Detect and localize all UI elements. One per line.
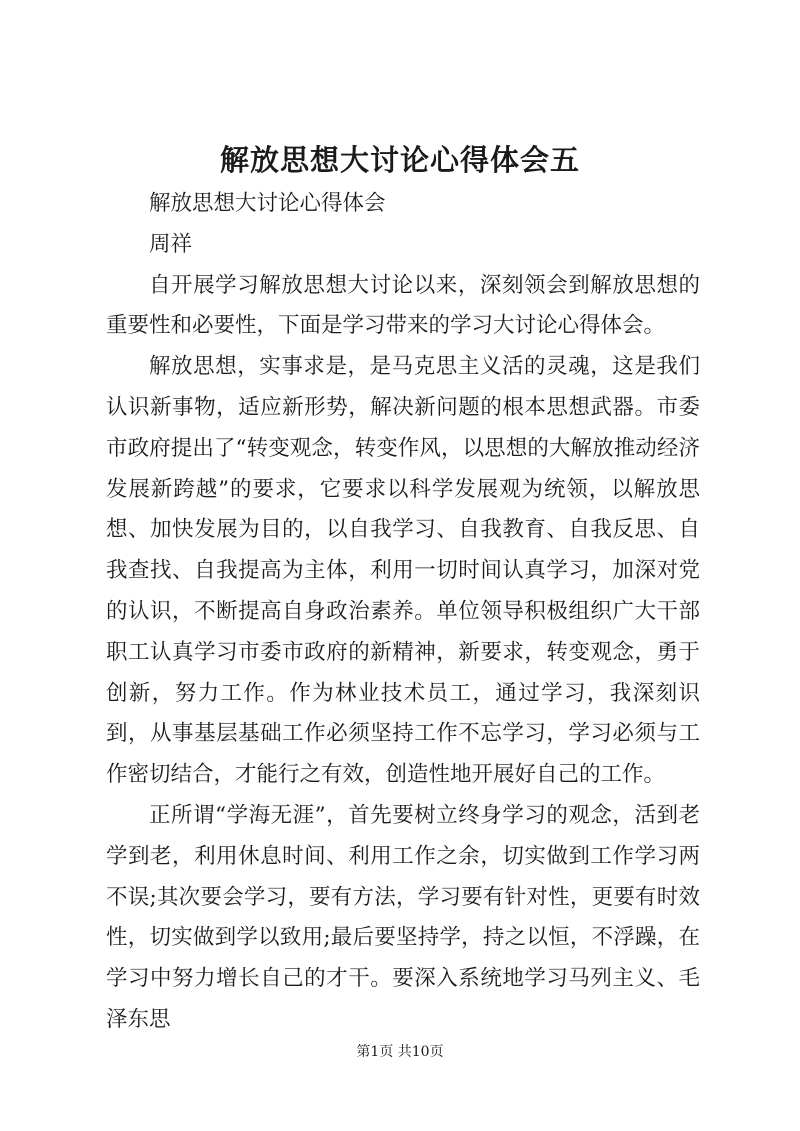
document-title: 解放思想大讨论心得体会五 <box>219 143 580 177</box>
author: 周祥 <box>149 231 193 257</box>
document-body <box>106 184 700 1041</box>
paragraph-2: 解放思想，实事求是，是马克思主义活的灵魂，这是我们认识新事物，适应新形势，解决新问题的根本思想武器。市委市政府提出了“转变观念，转变作风，以思想的大解放推动经济发展新跨越”的要求，它要求以科学发展观为统领，以解放思想、加快发展为目的，以自我学习、自我教育、自我反思、自我查找、自我提高为主体，利用一切时间认真学习，加深对党的认识，不断提高自身政治素养。单位领导积极组织广大干部职工认真学习市委市政府的新精神，新要求，转变观念，勇于创新，努力工作。作为林业技术员工，通过学习，我深刻识到，从事基层基础工作必须坚持工作不忘学习，学习必须与工作密切结合，才能行之有效，创造性地开展好自己的工作。 <box>106 354 700 788</box>
page-footer: 第1页 共10页 <box>356 1044 444 1060</box>
subtitle: 解放思想大讨论心得体会 <box>149 191 386 216</box>
paragraph-3: 正所谓“学海无涯”，首先要树立终身学习的观念，活到老学到老，利用休息时间、利用工作之余，切实做到工作学习两不误;其次要会学习，要有方法，学习要有针对性，更要有时效性，切实做到学以致用;最后要坚持学，持之以恒，不浮躁，在学习中努力增长自己的才干。要深入系统地学习马列主义、毛泽东思 <box>106 802 700 1032</box>
paragraph-1: 自开展学习解放思想大讨论以来，深刻领会到解放思想的重要性和必要性，下面是学习带来的学习大讨论心得体会。 <box>106 272 700 339</box>
